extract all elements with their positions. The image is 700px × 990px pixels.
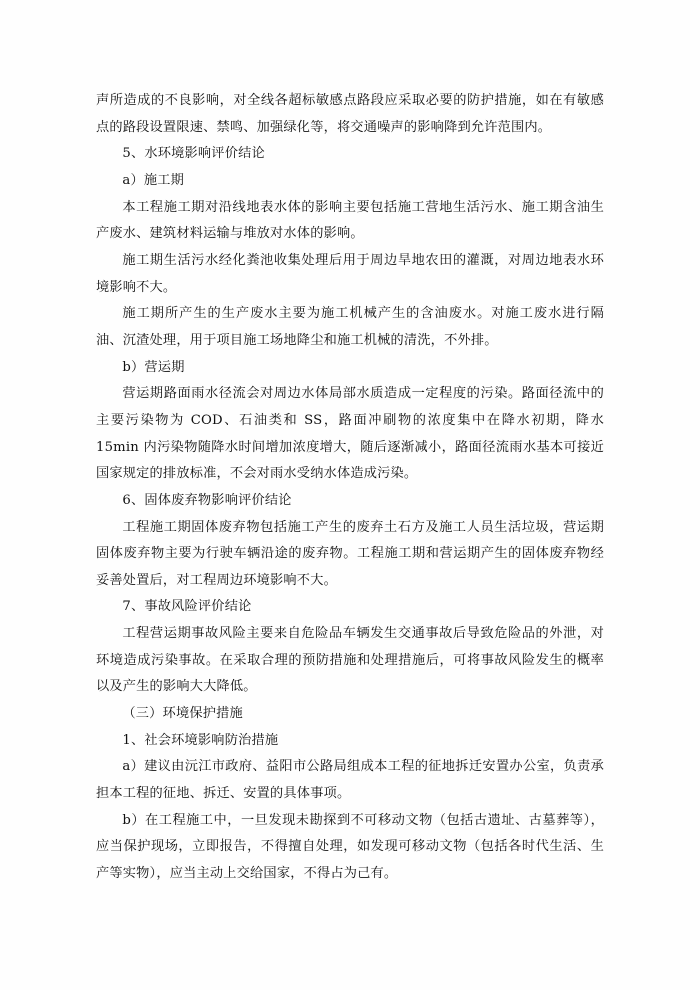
paragraph: 施工期生活污水经化粪池收集处理后用于周边旱地农田的灌溉，对周边地表水环境影响不大。: [96, 252, 604, 295]
paragraph: 工程施工期固体废弃物包括施工产生的废弃土石方及施工人员生活垃圾，营运期固体废弃物主要为行驶车辆沿途的废弃物。工程施工期和营运期产生的固体废弃物经妥善处置后，对工程周边环境影响不大。: [96, 519, 604, 588]
paragraph-heading-water-conclusion: 5、水环境影响评价结论: [122, 146, 265, 162]
document-body: [96, 88, 604, 888]
paragraph: 工程营运期事故风险主要来自危险品车辆发生交通事故后导致危险品的外泄，对环境造成污染事故。在采取合理的预防措施和处理措施后，可将事故风险发生的概率以及产生的影响大大降低。: [96, 626, 604, 695]
paragraph: a）建议由沅江市政府、益阳市公路局组成本工程的征地拆迁安置办公室，负责承担本工程的征地、拆迁、安置的具体事项。: [96, 759, 604, 802]
paragraph: 本工程施工期对沿线地表水体的影响主要包括施工营地生活污水、施工期含油生产废水、建筑材料运输与堆放对水体的影响。: [96, 199, 604, 242]
paragraph-heading-risk-conclusion: 7、事故风险评价结论: [122, 599, 252, 615]
paragraph-heading-social-measures: 1、社会环境影响防治措施: [122, 732, 279, 748]
paragraph-subheading-construction-period: a）施工期: [122, 172, 185, 188]
paragraph: b）在工程施工中，一旦发现未勘探到不可移动文物（包括古遗址、古墓葬等），应当保护现场，立即报告，不得擅自处理，如发现可移动文物（包括各时代生活、生产等实物），应当主动上交给国家，不得占为己有。: [96, 812, 604, 882]
paragraph-subheading-operation-period: b）营运期: [122, 359, 185, 375]
paragraph: 营运期路面雨水径流会对周边水体局部水质造成一定程度的污染。路面径流中的主要污染物为 COD、石油类和 SS，路面冲刷物的浓度集中在降水初期，降水 15min 内污染物随降水时间增加浓度增大，随后逐渐减小，路面径流雨水基本可接近国家规定的排放标准，不会对雨水受纳水体造成污染。: [96, 386, 604, 482]
paragraph-heading-solid-waste-conclusion: 6、固体废弃物影响评价结论: [122, 492, 292, 508]
paragraph: 施工期所产生的生产废水主要为施工机械产生的含油废水。对施工废水进行隔油、沉渣处理，用于项目施工场地降尘和施工机械的清洗，不外排。: [96, 306, 604, 348]
paragraph-heading-protection-measures: （三）环境保护措施: [122, 706, 243, 722]
paragraph: 声所造成的不良影响，对全线各超标敏感点路段应采取必要的防护措施，如在有敏感点的路段设置限速、禁鸣、加强绿化等，将交通噪声的影响降到允许范围内。: [96, 93, 604, 135]
